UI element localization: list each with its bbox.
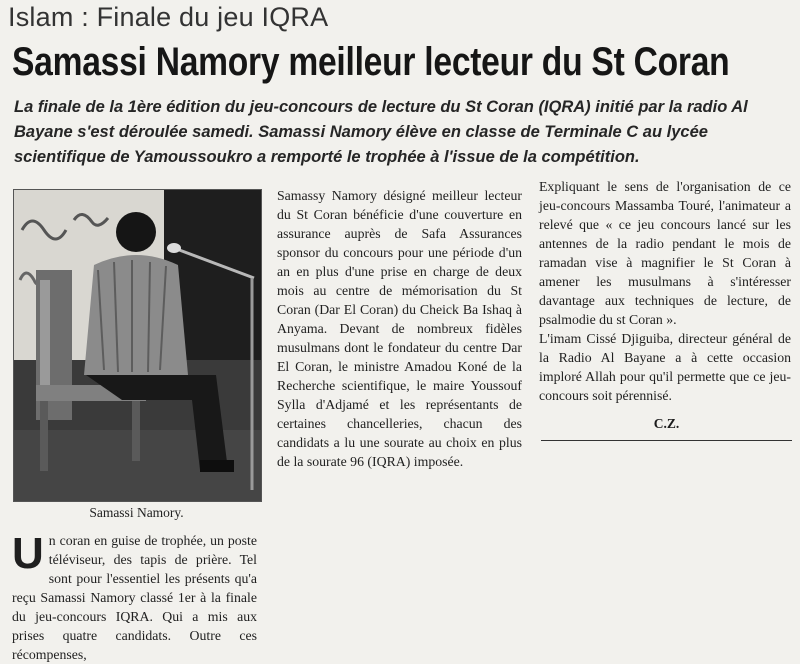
column-1-text: n coran en guise de trophée, un poste téléviseur, des tapis de prière. Tel sont pour l'essentiel les présents qu'a reçu Samassi Namory classé 1er à la finale du jeu-concours IQRA. Qui a mis aux prises quatre candidats. Outre ces récompenses, xyxy=(12,533,257,662)
column-2-text: Samassy Namory désigné meilleur lecteur du St Coran bénéficie d'une couverture en assurance auprès de Safa Assurances sponsor du concours pour une période d'un an en plus d'une prise en charge de deux mois au centre de mémorisation du St Coran (Dar El Coran) du Cheick Ba Ishaq à Anyama. Devant de nombreux fidèles musulmans dont le fondateur du centre Dar El Coran, le ministre Amadou Koné de la Recherche scientifique, le maire Youssouf Sylla d'Adjamé et les représentants de certaines chancelleries, chacun des candidats a lu une sourate au choix en plus de la sourate 96 (IQRA) imposée. xyxy=(277,188,522,469)
article-headline: Samassi Namory meilleur lecteur du St Coran xyxy=(12,40,730,84)
article-column-3 xyxy=(539,177,791,405)
article-lede: La finale de la 1ère édition du jeu-concours de lecture du St Coran (IQRA) initié par la radio Al Bayane s'est déroulée samedi. Samassi Namory élève en classe de Terminale C au lycée scientifique de Yamoussoukro a remporté le trophée à l'issue de la compétition. xyxy=(14,98,748,166)
photo-illustration xyxy=(14,190,261,501)
article-kicker: Islam : Finale du jeu IQRA xyxy=(8,2,329,32)
column-3-paragraph-2: L'imam Cissé Djiguiba, directeur général de la Radio Al Bayane a à cette occasion imploré Allah pour qu'il permette que ce jeu-concours soit pérennisé. xyxy=(539,331,791,403)
article-column-1 xyxy=(12,531,257,664)
photo-caption: Samassi Namory. xyxy=(89,505,184,520)
signature-divider xyxy=(541,440,792,441)
article-photo xyxy=(13,189,262,502)
article-column-2 xyxy=(277,186,522,471)
author-signature: C.Z. xyxy=(653,416,680,431)
drop-cap: U xyxy=(12,529,44,578)
column-3-paragraph-1: Expliquant le sens de l'organisation de ce jeu-concours Massamba Touré, l'animateur a relevé que « ce jeu concours lancé sur les antennes de la radio pendant le mois de ramadan vise à magnifier le St Coran à amener les musulmans à s'intéresser davantage aux techniques de lecture, de psalmodie du st Coran ». xyxy=(539,179,791,327)
